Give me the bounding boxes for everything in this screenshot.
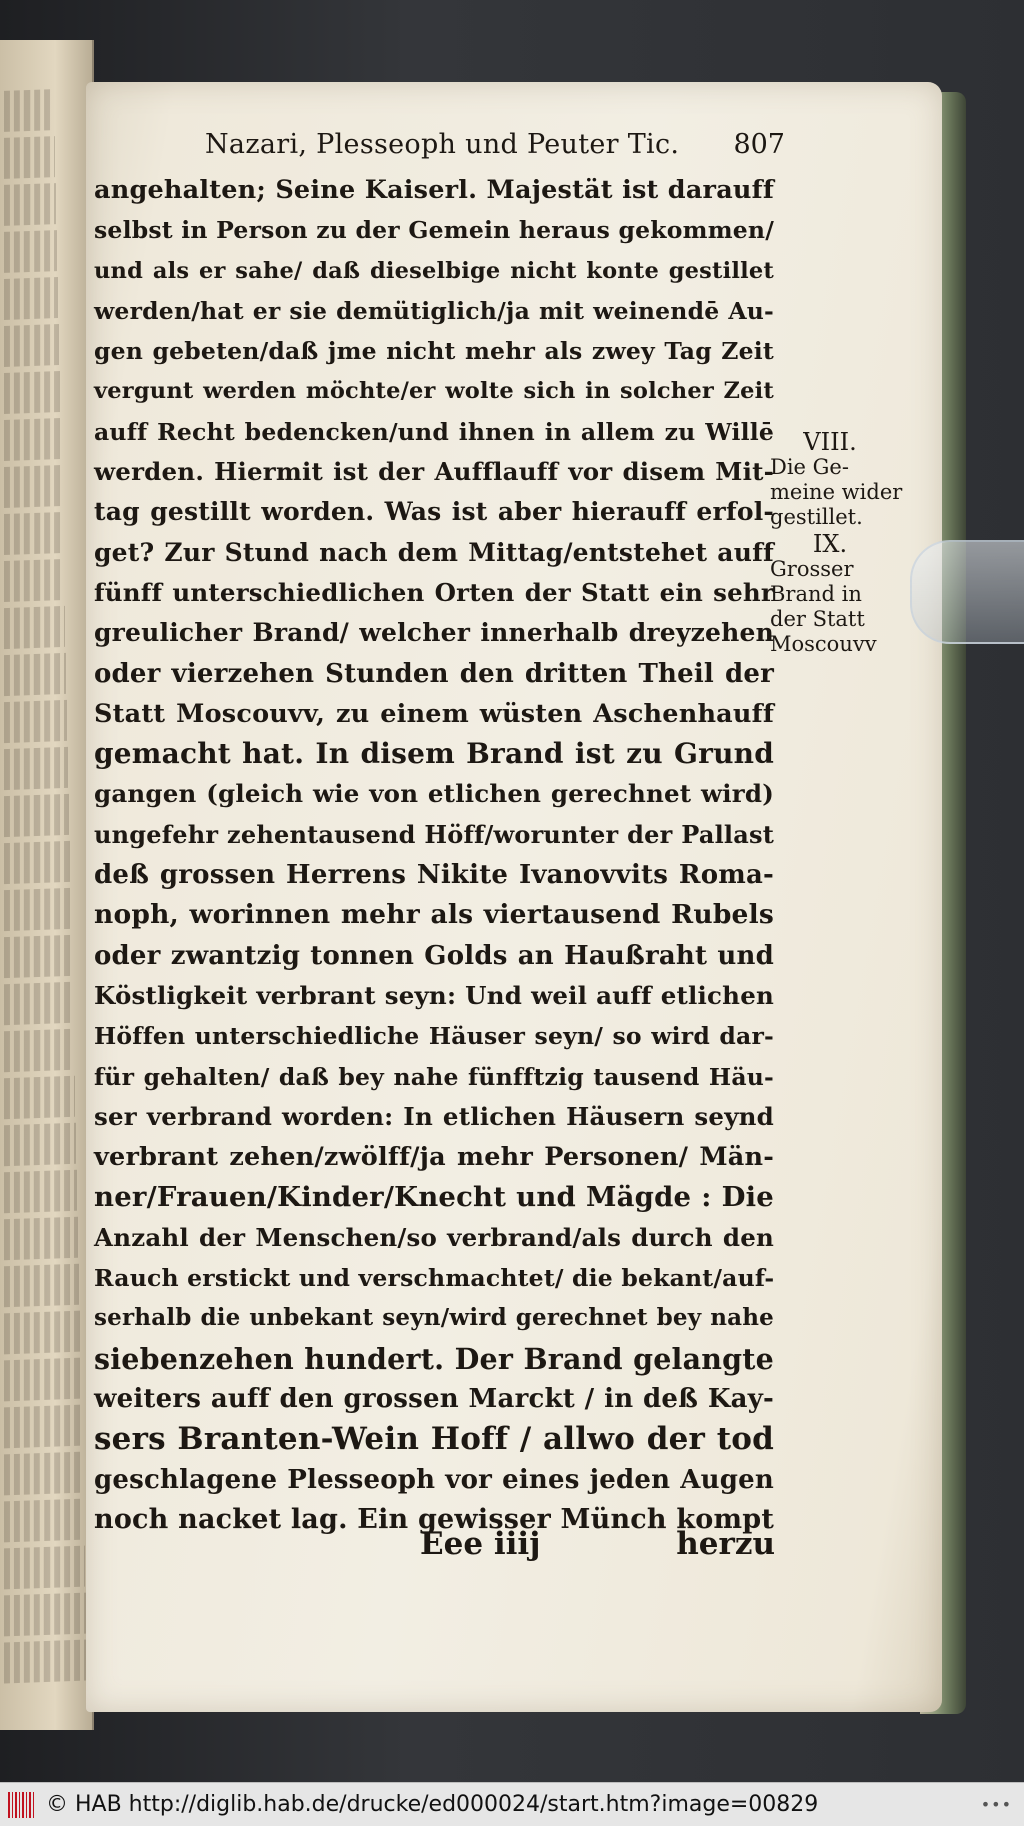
text-line: greulicher Brand/ welcher innerhalb dreyzehen	[94, 618, 774, 648]
text-line: gen gebeten/daß jme nicht mehr als zwey Tag Zeit	[94, 337, 774, 366]
previous-page-line	[4, 700, 67, 743]
previous-page-line	[4, 89, 54, 132]
margin-note-line: gestillet.	[770, 505, 863, 529]
text-line: werden. Hiermit ist der Aufflauff vor disem Mit-	[94, 457, 774, 487]
source-credit[interactable]: © HAB http://diglib.hab.de/drucke/ed000024/start.htm?image=00829	[46, 1792, 819, 1817]
text-line: geschlagene Plesseoph vor eines jeden Augen	[94, 1464, 774, 1495]
text-line: für gehalten/ daß bey nahe fünfftzig tausend Häu-	[94, 1062, 774, 1091]
previous-page-line	[4, 1311, 80, 1355]
text-line: noph, worinnen mehr als viertausend Rubels	[94, 899, 774, 931]
margin-note-line: Die Ge-	[770, 455, 849, 479]
previous-page-line	[4, 1452, 83, 1496]
previous-page-edge	[0, 40, 94, 1730]
previous-page-line	[4, 747, 68, 790]
previous-page-line	[4, 606, 65, 649]
text-line: selbst in Person zu der Gemein heraus gekommen/	[94, 216, 774, 245]
signature-mark: Eee iiij	[420, 1526, 541, 1562]
previous-page-line	[4, 324, 59, 367]
previous-page-line	[4, 1405, 82, 1449]
margin-note-line: meine wider	[770, 480, 903, 504]
text-line: ser verbrand worden: In etlichen Häusern seynd	[94, 1101, 774, 1131]
text-line: deß grossen Herrens Nikite Ivanovvits Roma-	[94, 860, 774, 891]
margin-note-line: der Statt	[770, 607, 865, 631]
text-line: Höffen unterschiedliche Häuser seyn/ so wird dar-	[94, 1022, 774, 1051]
previous-page-line	[4, 1546, 85, 1590]
catchword: herzu	[676, 1526, 775, 1562]
text-line: und als er sahe/ daß dieselbige nicht konte gestillet	[94, 257, 774, 284]
previous-page-line	[4, 512, 63, 555]
previous-page-line	[4, 1076, 75, 1119]
text-line: oder zwantzig tonnen Golds an Haußraht und	[94, 940, 774, 971]
more-icon[interactable]: •••	[980, 1795, 1012, 1814]
previous-page-line	[4, 418, 61, 461]
page-number: 807	[733, 129, 785, 160]
status-bar	[0, 1782, 1024, 1826]
text-line: serhalb die unbekant seyn/wird gerechnet bey nahe	[94, 1304, 774, 1332]
text-line: Statt Moscouvv, zu einem wüsten Aschenhauff	[94, 698, 774, 729]
margin-note-line: Brand in	[770, 582, 862, 606]
text-line: ner/Frauen/Kinder/Knecht und Mägde : Die	[94, 1181, 774, 1214]
previous-page-line	[4, 653, 66, 696]
text-line: werden/hat er sie demütiglich/ja mit weinendē Au-	[94, 296, 774, 325]
text-line: Köstligkeit verbrant seyn: Und weil auff etlichen	[94, 980, 774, 1010]
page-clamp	[910, 540, 1024, 644]
text-line: auff Recht bedencken/und ihnen in allem zu Willē	[94, 417, 774, 446]
margin-note-line: IX.	[812, 530, 848, 558]
previous-page-line	[4, 559, 64, 602]
text-line: ungefehr zehentausend Höff/worunter der Pallast	[94, 819, 774, 849]
previous-page-line	[4, 136, 55, 179]
hab-barcode-icon	[8, 1792, 36, 1818]
previous-page-line	[4, 1640, 87, 1684]
text-line: tag gestillt worden. Was ist aber hierauff erfol-	[94, 497, 774, 527]
previous-page-line	[4, 371, 60, 414]
running-head: Nazari, Plesseoph und Peuter Tic.	[205, 129, 680, 160]
text-line: weiters auff den grossen Marckt / in deß Kay-	[94, 1383, 774, 1414]
text-line: oder vierzehen Stunden den dritten Theil der	[94, 658, 774, 689]
previous-page-line	[4, 935, 72, 978]
previous-page-line	[4, 982, 73, 1025]
text-line: Anzahl der Menschen/so verbrand/als durch den	[94, 1222, 774, 1252]
text-line: verbrant zehen/zwölff/ja mehr Personen/ Män-	[94, 1142, 774, 1173]
previous-page-line	[4, 1029, 74, 1072]
text-line: vergunt werden möchte/er wolte sich in solcher Zeit	[94, 378, 774, 405]
previous-page-line	[4, 1499, 84, 1543]
text-line: get? Zur Stund nach dem Mittag/entstehet auff	[94, 537, 774, 567]
margin-note-line: Moscouvv	[770, 632, 877, 656]
previous-page-line	[4, 1217, 78, 1261]
page-header	[205, 128, 785, 160]
text-line: siebenzehen hundert. Der Brand gelangte	[94, 1341, 774, 1376]
page-body-text	[94, 170, 774, 1540]
margin-notes	[770, 428, 903, 657]
previous-page-line	[4, 1358, 81, 1402]
margin-note-line: VIII.	[803, 428, 857, 456]
text-line: gemacht hat. In disem Brand ist zu Grund	[94, 737, 774, 771]
previous-page-line	[4, 1170, 77, 1214]
margin-note-line: Grosser	[770, 557, 854, 581]
previous-page-line	[4, 1264, 79, 1308]
text-line: angehalten; Seine Kaiserl. Majestät ist darauff	[94, 175, 774, 205]
text-line: gangen (gleich wie von etlichen gerechnet wird)	[94, 779, 774, 809]
previous-page-line	[4, 183, 56, 226]
previous-page-text-fragments	[4, 90, 90, 1688]
text-line: Rauch erstickt und verschmachtet/ die bekant/auf-	[94, 1264, 775, 1293]
previous-page-line	[4, 888, 71, 931]
previous-page-line	[4, 277, 58, 320]
previous-page-line	[4, 230, 57, 273]
text-line: sers Branten-Wein Hoff / allwo der tod	[94, 1421, 774, 1458]
previous-page-line	[4, 1593, 86, 1637]
previous-page-line	[4, 794, 69, 837]
previous-page-line	[4, 1123, 76, 1167]
previous-page-line	[4, 841, 70, 884]
previous-page-line	[4, 465, 62, 508]
text-line: noch nacket lag. Ein gewisser Münch kompt	[94, 1503, 774, 1535]
page-footer	[420, 1526, 775, 1566]
text-line: fünff unterschiedlichen Orten der Statt ein sehr	[94, 577, 774, 607]
